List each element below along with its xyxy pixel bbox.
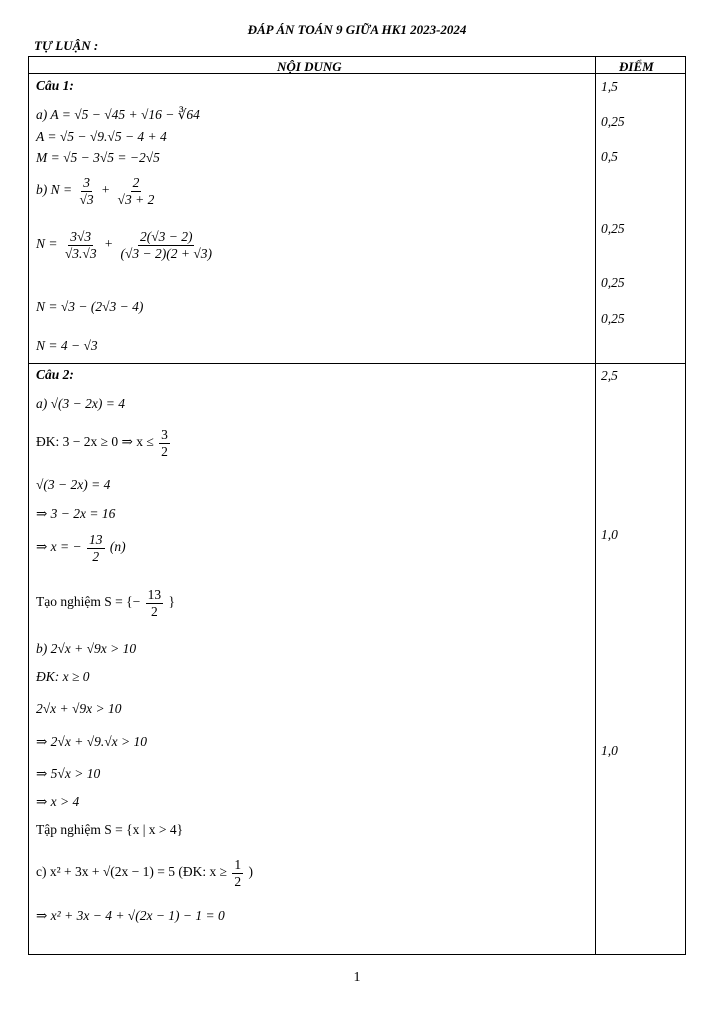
q1-score-a: 0,25 [601,114,625,129]
q1-score-b1: 0,25 [601,221,625,236]
header-content: NỘI DUNG [277,59,342,74]
q2-dk-prefix: ĐK: 3 − 2x ≥ 0 ⇒ x ≤ [36,434,154,450]
question-1-label: Câu 1: [36,78,74,93]
fraction-denominator: √3 [79,191,94,207]
document-title: ĐÁP ÁN TOÁN 9 GIỮA HK1 2023-2024 [247,22,467,37]
q1-a-line1: a) A = √5 − √45 + √16 − ∛64 [36,107,200,122]
question-2-score: 2,5 [601,368,618,383]
question-divider [29,363,685,364]
q2-step3-prefix: ⇒ x = − [36,539,82,555]
q1-b-prefix: b) N = [36,182,73,198]
q2-solution-prefix: Tạo nghiệm S = {− [36,594,141,610]
q1-c-line [36,229,216,261]
fraction-denominator: √3.√3 [64,245,97,261]
q2-b-step2: ⇒ 2√x + √9.√x > 10 [36,734,147,749]
fraction-numerator: 3√3 [70,229,92,244]
q2-c-suffix: ) [248,864,254,880]
q2-b-step4: ⇒ x > 4 [36,794,80,809]
q1-b-line [36,175,158,207]
plus-sign: + [103,236,114,252]
fraction-denominator: 2 [234,873,242,889]
header-divider [29,73,685,74]
q2-score-b: 1,0 [601,743,618,758]
q1-b-fraction-1 [78,175,96,207]
q2-c-prefix: c) x² + 3x + √(2x − 1) = 5 (ĐK: x ≥ [36,864,228,880]
question-2-label: Câu 2: [36,367,74,382]
fraction-numerator: 1 [234,857,242,872]
page-number: 1 [353,970,361,985]
header-score: ĐIỂM [619,59,654,74]
fraction-denominator: √3 + 2 [117,191,155,207]
q2-c-line [36,857,253,889]
q2-b-step3: ⇒ 5√x > 10 [36,766,101,781]
q1-c-fraction-1 [63,229,99,261]
q1-d-line: N = √3 − (2√3 − 4) [36,299,144,314]
q2-dk-line [36,427,172,459]
fraction-numerator: 3 [161,427,168,442]
q2-c-step1: ⇒ x² + 3x − 4 + √(2x − 1) − 1 = 0 [36,908,225,923]
q2-b-solution: Tập nghiệm S = {x | x > 4} [36,822,184,837]
fraction-denominator: 2 [92,548,100,564]
fraction-numerator: 13 [89,532,103,547]
fraction-denominator: 2 [150,603,158,619]
fraction-numerator: 2 [132,175,140,190]
q1-c-prefix: N = [36,236,58,252]
q2-step3-fraction [87,532,105,564]
q1-score-b3: 0,25 [601,311,625,326]
fraction-denominator: 2 [161,443,168,459]
plus-sign: + [101,182,111,198]
q2-b-line: b) 2√x + √9x > 10 [36,641,137,656]
question-1-score: 1,5 [601,79,618,94]
fraction-numerator: 2(√3 − 2) [139,229,193,244]
section-subtitle: TỰ LUẬN : [34,38,99,53]
q1-c-fraction-2 [118,229,214,261]
q2-solution-fraction [146,587,164,619]
column-divider [595,57,596,954]
q2-c-fraction [232,857,243,889]
q1-a-line3: M = √5 − 3√5 = −2√5 [36,150,160,165]
q2-solution-suffix: } [168,594,175,610]
q2-a-step3 [36,532,126,564]
fraction-denominator: (√3 − 2)(2 + √3) [120,245,212,261]
q2-dk-fraction [159,427,170,459]
q1-score-b2: 0,25 [601,275,625,290]
q1-a-line2: A = √5 − √9.√5 − 4 + 4 [36,129,167,144]
q2-b-dk: ĐK: x ≥ 0 [36,669,90,684]
q2-b-step1: 2√x + √9x > 10 [36,701,122,716]
q1-e-line: N = 4 − √3 [36,338,98,353]
q2-score-a: 1,0 [601,527,618,542]
answer-table [28,56,686,955]
fraction-numerator: 3 [83,175,90,190]
q1-b-fraction-2 [116,175,157,207]
q2-a-solution [36,587,175,619]
q2-a-step2: ⇒ 3 − 2x = 16 [36,506,116,521]
q1-score-a2: 0,5 [601,149,618,164]
q2-step3-suffix: (n) [109,539,126,555]
fraction-numerator: 13 [147,587,162,602]
q2-a-line: a) √(3 − 2x) = 4 [36,396,125,411]
q2-a-step1: √(3 − 2x) = 4 [36,477,111,492]
